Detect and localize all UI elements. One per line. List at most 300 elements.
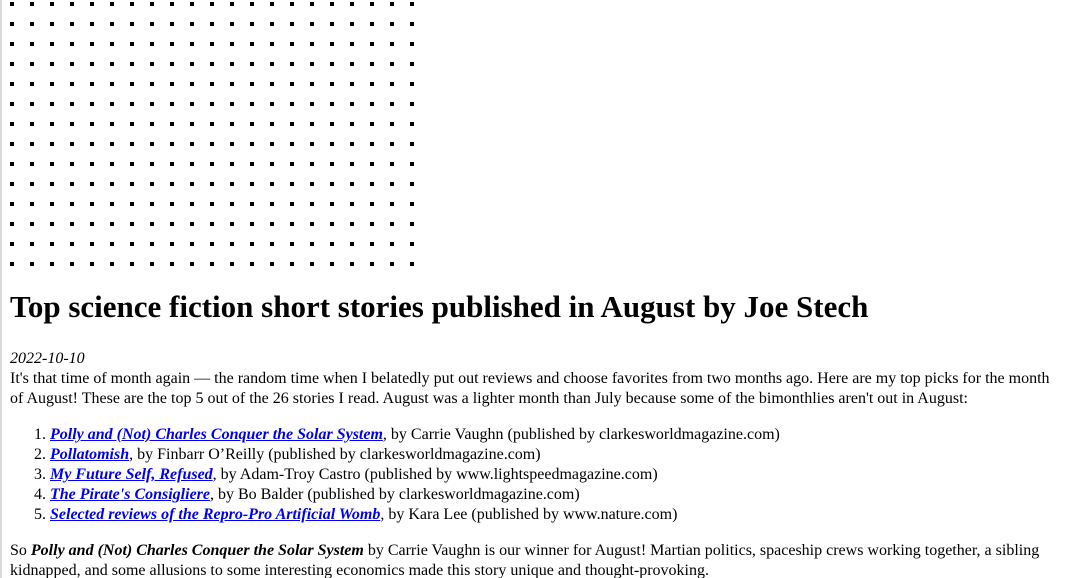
grid-dot	[210, 22, 214, 26]
grid-dot	[310, 222, 314, 226]
grid-dot	[210, 42, 214, 46]
grid-dot	[350, 182, 354, 186]
grid-dot	[270, 222, 274, 226]
dot-pattern-header-image	[10, 0, 416, 266]
grid-dot	[10, 62, 14, 66]
grid-dot	[10, 262, 14, 266]
grid-dot	[10, 142, 14, 146]
grid-dot	[230, 162, 234, 166]
grid-dot	[310, 202, 314, 206]
grid-dot	[350, 222, 354, 226]
grid-dot	[250, 222, 254, 226]
grid-dot	[310, 122, 314, 126]
story-byline: , by Carrie Vaughn (published by clarkesworldmagazine.com)	[382, 426, 780, 443]
grid-dot	[370, 142, 374, 146]
grid-dot	[250, 2, 254, 6]
grid-dot	[370, 182, 374, 186]
grid-dot	[170, 262, 174, 266]
grid-dot	[250, 22, 254, 26]
grid-dot	[150, 262, 154, 266]
grid-dot	[190, 202, 194, 206]
grid-dot	[370, 242, 374, 246]
grid-dot	[310, 82, 314, 86]
grid-dot	[270, 162, 274, 166]
grid-dot	[110, 102, 114, 106]
grid-dot	[270, 242, 274, 246]
grid-dot	[90, 2, 94, 6]
grid-dot	[150, 42, 154, 46]
grid-dot	[50, 162, 54, 166]
grid-dot	[310, 42, 314, 46]
grid-dot	[270, 202, 274, 206]
grid-dot	[30, 202, 34, 206]
grid-dot	[70, 142, 74, 146]
grid-dot	[130, 62, 134, 66]
grid-dot	[350, 242, 354, 246]
grid-dot	[350, 2, 354, 6]
grid-dot	[390, 142, 394, 146]
grid-dot	[50, 202, 54, 206]
grid-dot	[250, 142, 254, 146]
grid-dot	[370, 82, 374, 86]
grid-dot	[350, 262, 354, 266]
grid-dot	[250, 182, 254, 186]
grid-dot	[270, 2, 274, 6]
grid-dot	[50, 82, 54, 86]
grid-dot	[190, 82, 194, 86]
grid-dot	[410, 122, 414, 126]
grid-dot	[30, 102, 34, 106]
grid-dot	[30, 142, 34, 146]
grid-dot	[190, 42, 194, 46]
grid-dot	[70, 102, 74, 106]
grid-dot	[290, 242, 294, 246]
grid-dot	[330, 42, 334, 46]
grid-dot	[10, 222, 14, 226]
grid-dot	[270, 62, 274, 66]
grid-dot	[50, 222, 54, 226]
grid-dot	[70, 222, 74, 226]
grid-dot	[330, 242, 334, 246]
grid-dot	[70, 162, 74, 166]
grid-dot	[390, 82, 394, 86]
grid-dot	[230, 62, 234, 66]
grid-dot	[110, 162, 114, 166]
grid-dot	[190, 22, 194, 26]
grid-dot	[30, 2, 34, 6]
grid-dot	[190, 262, 194, 266]
grid-dot	[130, 142, 134, 146]
grid-dot	[370, 62, 374, 66]
grid-dot	[350, 142, 354, 146]
grid-dot	[270, 42, 274, 46]
story-byline: , by Finbarr O’Reilly (published by clarkesworldmagazine.com)	[129, 446, 541, 463]
grid-dot	[290, 22, 294, 26]
grid-dot	[250, 122, 254, 126]
grid-dot	[210, 242, 214, 246]
grid-dot	[50, 262, 54, 266]
grid-dot	[190, 122, 194, 126]
grid-dot	[230, 242, 234, 246]
grid-dot	[330, 82, 334, 86]
grid-dot	[10, 82, 14, 86]
grid-dot	[210, 162, 214, 166]
grid-dot	[150, 62, 154, 66]
grid-dot	[230, 262, 234, 266]
grid-dot	[330, 202, 334, 206]
grid-dot	[170, 42, 174, 46]
grid-dot	[410, 142, 414, 146]
list-item	[50, 485, 780, 505]
top-stories-list	[10, 425, 780, 525]
grid-dot	[310, 2, 314, 6]
grid-dot	[410, 2, 414, 6]
grid-dot	[170, 2, 174, 6]
grid-dot	[10, 182, 14, 186]
grid-dot	[150, 242, 154, 246]
grid-dot	[210, 182, 214, 186]
left-border	[0, 0, 2, 578]
grid-dot	[50, 22, 54, 26]
grid-dot	[230, 82, 234, 86]
grid-dot	[150, 162, 154, 166]
intro-paragraph: It's that time of month again — the random time when I belatedly put out reviews and choose favorites from two months ago. Here are my top picks for the month of August! These are the top 5 out of the 26 stories I read. August was a lighter month than July because some of the bimonthlies aren't out in August:	[10, 370, 1050, 407]
grid-dot	[170, 242, 174, 246]
grid-dot	[130, 222, 134, 226]
grid-dot	[150, 102, 154, 106]
grid-dot	[110, 2, 114, 6]
grid-dot	[350, 122, 354, 126]
grid-dot	[290, 202, 294, 206]
grid-dot	[150, 222, 154, 226]
winner-text: by Carrie Vaughn is our winner for August! Martian politics, spaceship crews working together, a sibling kidnapped, and some allusions to some interesting economics made this story unique and thought-provoking.	[10, 542, 1040, 578]
grid-dot	[370, 22, 374, 26]
grid-dot	[90, 62, 94, 66]
grid-dot	[390, 222, 394, 226]
grid-dot	[150, 202, 154, 206]
grid-dot	[70, 262, 74, 266]
grid-dot	[370, 162, 374, 166]
grid-dot	[330, 122, 334, 126]
grid-dot	[30, 42, 34, 46]
story-byline: , by Bo Balder (published by clarkesworldmagazine.com)	[210, 486, 580, 503]
grid-dot	[270, 122, 274, 126]
grid-dot	[310, 242, 314, 246]
grid-dot	[310, 162, 314, 166]
story-byline: , by Adam-Troy Castro (published by www.lightspeedmagazine.com)	[212, 466, 658, 483]
grid-dot	[210, 262, 214, 266]
grid-dot	[370, 202, 374, 206]
grid-dot	[190, 62, 194, 66]
grid-dot	[90, 22, 94, 26]
story-byline: , by Kara Lee (published by www.nature.com)	[380, 506, 678, 523]
grid-dot	[390, 62, 394, 66]
grid-dot	[210, 102, 214, 106]
grid-dot	[130, 82, 134, 86]
grid-dot	[90, 102, 94, 106]
grid-dot	[30, 222, 34, 226]
grid-dot	[70, 82, 74, 86]
grid-dot	[50, 182, 54, 186]
grid-dot	[350, 62, 354, 66]
grid-dot	[30, 122, 34, 126]
grid-dot	[330, 62, 334, 66]
grid-dot	[90, 222, 94, 226]
grid-dot	[290, 182, 294, 186]
story-link[interactable]: Pollatomish	[50, 446, 130, 463]
grid-dot	[110, 222, 114, 226]
grid-dot	[170, 82, 174, 86]
grid-dot	[170, 162, 174, 166]
grid-dot	[350, 82, 354, 86]
grid-dot	[10, 242, 14, 246]
grid-dot	[70, 62, 74, 66]
winner-prefix: So	[10, 542, 31, 559]
grid-dot	[170, 62, 174, 66]
grid-dot	[170, 222, 174, 226]
grid-dot	[310, 182, 314, 186]
grid-dot	[130, 22, 134, 26]
grid-dot	[330, 222, 334, 226]
grid-dot	[190, 242, 194, 246]
grid-dot	[370, 2, 374, 6]
grid-dot	[50, 62, 54, 66]
grid-dot	[270, 142, 274, 146]
grid-dot	[90, 122, 94, 126]
grid-dot	[30, 242, 34, 246]
grid-dot	[190, 162, 194, 166]
grid-dot	[270, 82, 274, 86]
grid-dot	[170, 142, 174, 146]
grid-dot	[90, 262, 94, 266]
winner-paragraph	[10, 541, 1058, 578]
grid-dot	[30, 162, 34, 166]
grid-dot	[90, 162, 94, 166]
grid-dot	[190, 222, 194, 226]
grid-dot	[90, 42, 94, 46]
grid-dot	[210, 222, 214, 226]
grid-dot	[310, 22, 314, 26]
grid-dot	[290, 142, 294, 146]
grid-dot	[130, 42, 134, 46]
grid-dot	[30, 62, 34, 66]
grid-dot	[170, 102, 174, 106]
grid-dot	[330, 162, 334, 166]
grid-dot	[370, 102, 374, 106]
grid-dot	[130, 262, 134, 266]
grid-dot	[90, 82, 94, 86]
grid-dot	[30, 82, 34, 86]
grid-dot	[330, 22, 334, 26]
grid-dot	[390, 22, 394, 26]
grid-dot	[310, 102, 314, 106]
grid-dot	[110, 262, 114, 266]
grid-dot	[190, 2, 194, 6]
grid-dot	[150, 2, 154, 6]
grid-dot	[350, 42, 354, 46]
grid-dot	[10, 202, 14, 206]
grid-dot	[290, 122, 294, 126]
list-item	[50, 505, 780, 525]
grid-dot	[250, 202, 254, 206]
grid-dot	[250, 62, 254, 66]
grid-dot	[230, 202, 234, 206]
post-date: 2022-10-10	[10, 350, 85, 367]
grid-dot	[110, 122, 114, 126]
grid-dot	[30, 22, 34, 26]
grid-dot	[230, 22, 234, 26]
grid-dot	[390, 2, 394, 6]
grid-dot	[390, 202, 394, 206]
grid-dot	[330, 2, 334, 6]
grid-dot	[230, 182, 234, 186]
grid-dot	[370, 262, 374, 266]
list-item	[50, 465, 780, 485]
grid-dot	[250, 262, 254, 266]
grid-dot	[90, 142, 94, 146]
grid-dot	[350, 22, 354, 26]
grid-dot	[210, 82, 214, 86]
grid-dot	[210, 62, 214, 66]
grid-dot	[110, 62, 114, 66]
grid-dot	[210, 142, 214, 146]
grid-dot	[90, 242, 94, 246]
story-link[interactable]: Selected reviews of the Repro-Pro Artificial Womb	[50, 506, 381, 523]
grid-dot	[130, 162, 134, 166]
grid-dot	[290, 222, 294, 226]
grid-dot	[250, 242, 254, 246]
grid-dot	[130, 2, 134, 6]
grid-dot	[250, 102, 254, 106]
grid-dot	[290, 262, 294, 266]
grid-dot	[70, 182, 74, 186]
grid-dot	[110, 82, 114, 86]
grid-dot	[170, 22, 174, 26]
list-item	[50, 425, 780, 445]
grid-dot	[110, 142, 114, 146]
grid-dot	[210, 122, 214, 126]
story-link[interactable]: The Pirate's Consigliere	[50, 486, 210, 503]
grid-dot	[110, 22, 114, 26]
grid-dot	[70, 242, 74, 246]
grid-dot	[110, 242, 114, 246]
grid-dot	[230, 102, 234, 106]
grid-dot	[10, 122, 14, 126]
grid-dot	[130, 242, 134, 246]
grid-dot	[330, 102, 334, 106]
grid-dot	[70, 22, 74, 26]
grid-dot	[150, 22, 154, 26]
grid-dot	[150, 182, 154, 186]
grid-dot	[70, 122, 74, 126]
grid-dot	[390, 162, 394, 166]
grid-dot	[130, 102, 134, 106]
grid-dot	[230, 222, 234, 226]
grid-dot	[350, 202, 354, 206]
grid-dot	[30, 182, 34, 186]
grid-dot	[410, 42, 414, 46]
grid-dot	[390, 182, 394, 186]
grid-dot	[390, 122, 394, 126]
grid-dot	[350, 102, 354, 106]
grid-dot	[190, 102, 194, 106]
grid-dot	[130, 182, 134, 186]
grid-dot	[50, 2, 54, 6]
grid-dot	[50, 242, 54, 246]
grid-dot	[230, 2, 234, 6]
page-title: Top science fiction short stories published in August by Joe Stech	[10, 289, 869, 324]
grid-dot	[370, 222, 374, 226]
grid-dot	[150, 122, 154, 126]
grid-dot	[390, 242, 394, 246]
grid-dot	[110, 202, 114, 206]
grid-dot	[90, 202, 94, 206]
grid-dot	[270, 262, 274, 266]
grid-dot	[370, 42, 374, 46]
grid-dot	[10, 22, 14, 26]
grid-dot	[170, 202, 174, 206]
grid-dot	[110, 182, 114, 186]
grid-dot	[290, 2, 294, 6]
grid-dot	[210, 2, 214, 6]
grid-dot	[290, 102, 294, 106]
grid-dot	[10, 42, 14, 46]
grid-dot	[250, 162, 254, 166]
grid-dot	[230, 42, 234, 46]
grid-dot	[270, 102, 274, 106]
grid-dot	[410, 162, 414, 166]
grid-dot	[290, 82, 294, 86]
grid-dot	[390, 102, 394, 106]
grid-dot	[330, 142, 334, 146]
grid-dot	[410, 62, 414, 66]
grid-dot	[150, 142, 154, 146]
grid-dot	[290, 62, 294, 66]
grid-dot	[50, 122, 54, 126]
story-link[interactable]: Polly and (Not) Charles Conquer the Solar System	[50, 426, 383, 443]
story-link[interactable]: My Future Self, Refused	[50, 466, 213, 483]
grid-dot	[270, 22, 274, 26]
grid-dot	[270, 182, 274, 186]
grid-dot	[130, 202, 134, 206]
grid-dot	[250, 82, 254, 86]
grid-dot	[410, 262, 414, 266]
grid-dot	[70, 202, 74, 206]
grid-dot	[230, 142, 234, 146]
grid-dot	[130, 122, 134, 126]
grid-dot	[190, 182, 194, 186]
grid-dot	[350, 162, 354, 166]
grid-dot	[250, 42, 254, 46]
grid-dot	[170, 122, 174, 126]
grid-dot	[410, 22, 414, 26]
grid-dot	[410, 202, 414, 206]
grid-dot	[170, 182, 174, 186]
grid-dot	[230, 122, 234, 126]
grid-dot	[210, 202, 214, 206]
grid-dot	[390, 262, 394, 266]
grid-dot	[390, 42, 394, 46]
grid-dot	[70, 2, 74, 6]
grid-dot	[310, 262, 314, 266]
grid-dot	[410, 102, 414, 106]
grid-dot	[290, 162, 294, 166]
grid-dot	[110, 42, 114, 46]
grid-dot	[410, 242, 414, 246]
grid-dot	[370, 122, 374, 126]
grid-dot	[410, 82, 414, 86]
grid-dot	[10, 162, 14, 166]
